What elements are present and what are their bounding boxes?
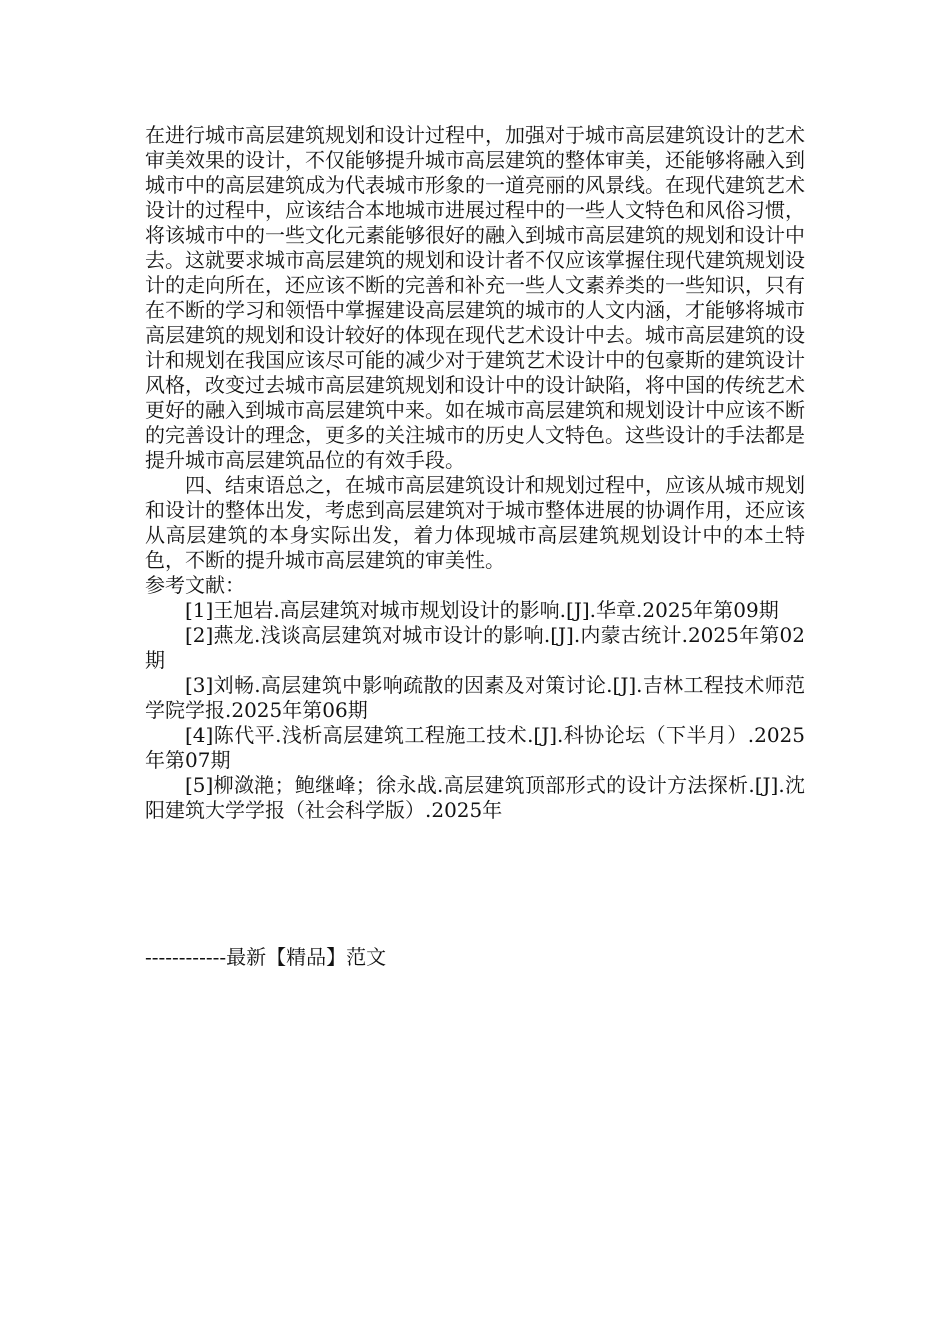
reference-item: [1]王旭岩.高层建筑对城市规划设计的影响.[J].华章.2025年第09期 [185, 598, 779, 622]
body-paragraph: 在进行城市高层建筑规划和设计过程中，加强对于城市高层建筑设计的艺术审美效果的设计，不仅能够提升城市高层建筑的整体审美，还能够将融入到城市中的高层建筑成为代表城市形象的一道亮丽的风景线。在现代建筑艺术设计的过程中，应该结合本地城市进展过程中的一些人文特色和风俗习惯，将该城市中的一些文化元素能够很好的融入到城市高层建筑的规划和设计中去。这就要求城市高层建筑的规划和设计者不仅应该掌握住现代建筑规划设计的走向所在，还应该不断的完善和补充一些人文素养类的一些知识，只有在不断的学习和领悟中掌握建设高层建筑的城市的人文内涵，才能够将城市高层建筑的规划和设计较好的体现在现代艺术设计中去。城市高层建筑的设计和规划在我国应该尽可能的减少对于建筑艺术设计中的包豪斯的建筑设计风格，改变过去城市高层建筑规划和设计中的设计缺陷，将中国的传统艺术更好的融入到城市高层建筑中来。如在城市高层建筑和规划设计中应该不断的完善设计的理念，更多的关注城市的历史人文特色。这些设计的手法都是提升城市高层建筑品位的有效手段。 [145, 123, 805, 472]
reference-item: [4]陈代平.浅析高层建筑工程施工技术.[J].科协论坛（下半月）.2025年第07期 [145, 723, 805, 772]
document-body [145, 123, 805, 823]
reference-item: [5]柳潋滟；鲍继峰；徐永战.高层建筑顶部形式的设计方法探析.[J].沈阳建筑大学学报（社会科学版）.2025年 [145, 773, 805, 822]
footer-text: ------------最新【精品】范文 [145, 945, 387, 969]
reference-item: [3]刘畅.高层建筑中影响疏散的因素及对策讨论.[J].吉林工程技术师范学院学报.2025年第06期 [145, 673, 805, 722]
conclusion-paragraph: 四、结束语总之，在城市高层建筑设计和规划过程中，应该从城市规划和设计的整体出发，考虑到高层建筑对于城市整体进展的协调作用，还应该从高层建筑的本身实际出发，着力体现城市高层建筑规划设计中的本土特色，不断的提升城市高层建筑的审美性。 [145, 473, 805, 572]
references-heading: 参考文献： [145, 573, 245, 597]
reference-item: [2]燕龙.浅谈高层建筑对城市设计的影响.[J].内蒙古统计.2025年第02期 [145, 623, 805, 672]
